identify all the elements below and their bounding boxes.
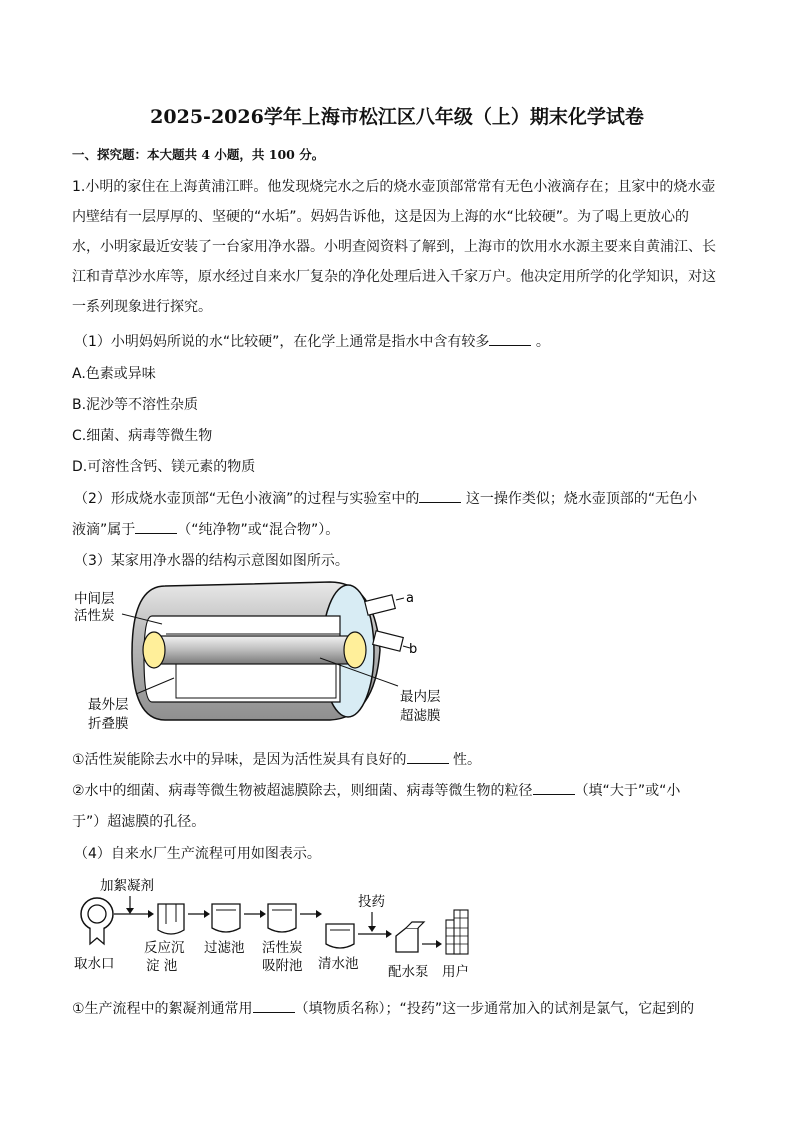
option-d: D.可溶性含钙、镁元素的物质 xyxy=(72,459,256,475)
label-pump: 配水泵 xyxy=(388,964,429,980)
question-4-1 xyxy=(72,998,694,1018)
question-2-text-d: （“纯净物”或“混合物”）。 xyxy=(177,522,340,538)
intro-line: 内壁结有一层厚厚的、坚硬的“水垢”。妈妈告诉他，这是因为上海的水“比较硬”。为了喝上更放心的 xyxy=(72,209,690,225)
pump-icon xyxy=(396,928,418,952)
answer-blank[interactable] xyxy=(489,331,531,346)
outlet-a xyxy=(365,595,396,615)
answer-blank[interactable] xyxy=(135,519,177,534)
label-dose: 投药 xyxy=(358,894,385,910)
carbon-tank-icon xyxy=(268,904,296,932)
option-c: C.细菌、病毒等微生物 xyxy=(72,428,213,444)
label-add-flocculant: 加絮凝剂 xyxy=(100,878,154,894)
label-b: b xyxy=(409,642,418,657)
question-1-text: （1）小明妈妈所说的水“比较硬”，在化学上通常是指水中含有较多 xyxy=(74,334,490,350)
user-building-icon xyxy=(446,910,468,954)
label-middle-layer: 中间层 xyxy=(74,591,115,607)
question-1 xyxy=(74,331,550,351)
label-filter: 过滤池 xyxy=(204,940,245,956)
label-inner-layer: 最内层 xyxy=(400,689,441,705)
label-reaction-1: 反应沉 xyxy=(144,940,185,956)
answer-blank[interactable] xyxy=(419,488,461,503)
label-ultrafiltration: 超滤膜 xyxy=(400,708,441,724)
left-seal xyxy=(143,632,165,668)
question-2-text: （2）形成烧水壶顶部“无色小液滴”的过程与实验室中的 xyxy=(74,491,420,507)
intro-line: 江和青草沙水库等，原水经过自来水厂复杂的净化处理后进入千家万户。他决定用所学的化学知识，对这 xyxy=(72,269,716,285)
page-title: 2025-2026学年上海市松江区八年级（上）期末化学试卷 xyxy=(150,106,644,128)
intro-line: 1.小明的家住在上海黄浦江畔。他发现烧完水之后的烧水壶顶部常常有无色小液滴存在；且家中的烧水壶 xyxy=(72,179,716,195)
question-2-text-c: 液滴”属于 xyxy=(72,522,136,538)
purifier-diagram xyxy=(70,578,441,738)
question-2-line2 xyxy=(72,519,339,539)
answer-blank[interactable] xyxy=(253,998,295,1013)
right-seal xyxy=(344,632,366,668)
question-2-text-b: 这一操作类似；烧水壶顶部的“无色小 xyxy=(461,491,698,507)
question-1-end: 。 xyxy=(531,334,550,350)
label-user: 用户 xyxy=(442,964,469,980)
label-outer-layer: 最外层 xyxy=(88,697,129,713)
question-4-1-text: ①生产流程中的絮凝剂通常用 xyxy=(72,1001,253,1017)
question-3: （3）某家用净水器的结构示意图如图所示。 xyxy=(74,553,349,569)
intro-line: 水，小明家最近安装了一台家用净水器。小明查阅资料了解到，上海市的饮用水水源主要来自黄浦江、长 xyxy=(72,239,716,255)
question-3-1 xyxy=(72,749,481,769)
question-3-2-text-b: （填“大于”或“小 xyxy=(574,783,681,799)
answer-blank[interactable] xyxy=(533,780,575,795)
question-3-2-text: ②水中的细菌、病毒等微生物被超滤膜除去，则细菌、病毒等微生物的粒径 xyxy=(72,783,533,799)
intro-line: 一系列现象进行探究。 xyxy=(72,299,212,315)
answer-blank[interactable] xyxy=(407,749,449,764)
label-a: a xyxy=(406,591,414,606)
question-2-line1 xyxy=(74,488,697,508)
label-carbon-1: 活性炭 xyxy=(262,940,303,956)
water-plant-flow-diagram xyxy=(70,872,480,984)
reaction-tank-icon xyxy=(158,904,184,934)
label-folded-membrane: 折叠膜 xyxy=(88,716,129,732)
question-4: （4）自来水厂生产流程可用如图表示。 xyxy=(74,846,321,862)
label-intake: 取水口 xyxy=(74,956,115,972)
question-3-1-text: ①活性炭能除去水中的异味，是因为活性炭具有良好的 xyxy=(72,752,407,768)
question-3-2-line2: 于”）超滤膜的孔径。 xyxy=(72,814,206,830)
label-activated-carbon: 活性炭 xyxy=(74,608,115,624)
label-clear: 清水池 xyxy=(318,956,359,972)
section-heading: 一、探究题：本大题共 4 小题，共 100 分。 xyxy=(72,147,325,162)
option-b: B.泥沙等不溶性杂质 xyxy=(72,397,199,413)
label-reaction-2: 淀 池 xyxy=(146,958,178,974)
option-a: A.色素或异味 xyxy=(72,366,156,382)
question-3-2-line1 xyxy=(72,780,680,800)
clear-tank-icon xyxy=(326,924,354,948)
question-4-1-text-b: （填物质名称）；“投药”这一步通常加入的试剂是氯气，它起到的 xyxy=(294,1001,695,1017)
question-3-1-end: 性。 xyxy=(448,752,482,768)
label-carbon-2: 吸附池 xyxy=(262,958,303,974)
filter-tank-icon xyxy=(212,904,240,932)
